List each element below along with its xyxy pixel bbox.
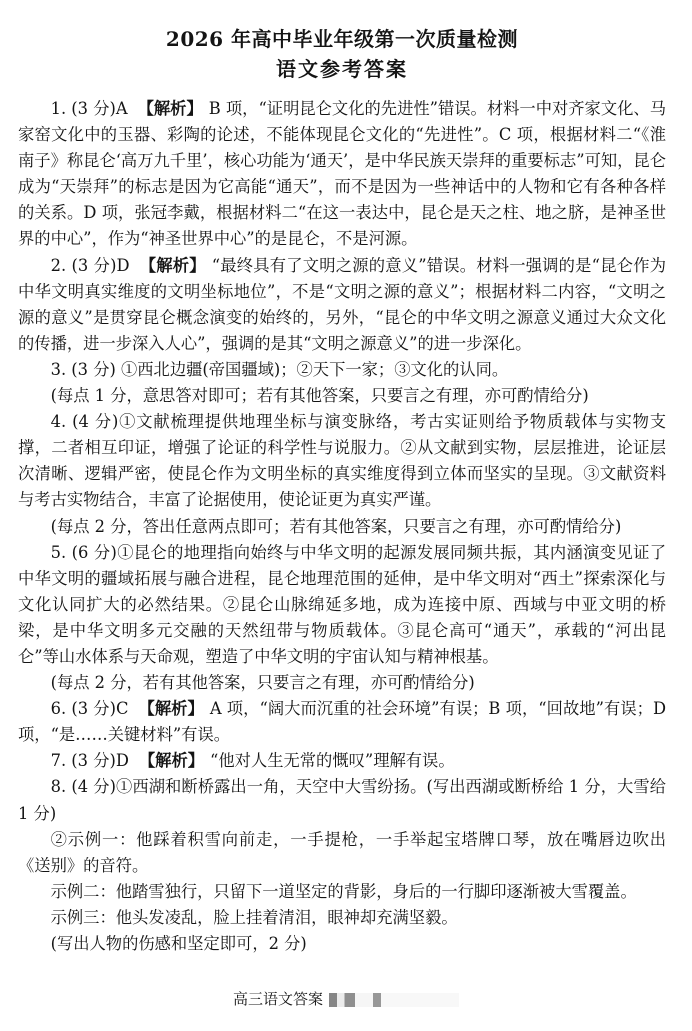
answer-q8-note: (写出人物的伤感和坚定即可，2 分) [50, 934, 307, 953]
answer-q7 [18, 748, 666, 774]
answer-q4-note: (每点 2 分，答出任意两点即可；若有其他答案，只要言之有理，亦可酌情给分) [50, 516, 622, 536]
analysis-tag: 【解析】 [138, 699, 204, 719]
footer-label: 高三语文答案 [232, 990, 323, 1008]
answer-q1 [18, 96, 666, 253]
answer-q3: 3. (3 分) ①西北边疆(帝国疆域)；②天下一家；③文化的认同。 [50, 359, 509, 379]
answer-q8-example-3: 示例三：他头发凌乱，脸上挂着清泪，眼神却充满坚毅。 [50, 907, 458, 927]
answer-head: 6. (3 分)C [50, 699, 129, 719]
page-subtitle: 语文参考答案 [276, 57, 408, 81]
page-title: 2026 年高中毕业年级第一次质量检测 [165, 27, 519, 51]
answer-content [18, 96, 666, 957]
answer-head: 2. (3 分)D [50, 255, 130, 275]
analysis-tag: 【解析】 [139, 255, 206, 275]
answer-text: “他对人生无常的慨叹”理解有误。 [210, 751, 455, 771]
answer-head: 7. (3 分)D [50, 751, 129, 771]
answer-text: A 项，“阔大而沉重的社会环境”有误；B 项，“回故地”有误；D 项，“是……关键材料”有误。 [18, 699, 666, 745]
analysis-tag: 【解析】 [137, 99, 203, 118]
answer-q8-example-2: 示例二：他踏雪独行，只留下一道坚定的背影，身后的一行脚印逐渐被大雪覆盖。 [50, 881, 637, 901]
answer-q5: 5. (6 分)①昆仑的地理指向始终与中华文明的起源发展同频共振，其内涵演变见证了中华文明的疆域拓展与融合进程，昆仑地理范围的延伸，是中华文明对“西土”探索深化与文化认同扩大的必然结果。②昆仑山脉绵延多地，成为连接中原、西域与中亚文明的桥梁，是中华文明多元交融的天然纽带与物质载体。③昆仑高可“通天”，承载的“河出昆仑”等山水体系与天命观，塑造了中华文明的宇宙认知与精神根基。 [18, 542, 666, 666]
answer-q8-example-1: ②示例一：他踩着积雪向前走，一手提枪，一手举起宝塔牌口琴，放在嘴唇边吹出《送别》的音符。 [18, 829, 666, 875]
answer-q4: 4. (4 分)①文献梳理提供地理坐标与演变脉络，考古实证则给予物质载体与实物支撑，二者相互印证，增强了论证的科学性与说服力。②从文献到实物，层层推进，论证层次清晰、逻辑严密，使昆仑作为文明坐标的真实维度得到立体而坚实的呈现。③文献资料与考古实物结合，丰富了论据使用，使论证更为真实严谨。 [18, 412, 666, 510]
answer-text: B 项，“证明昆仑文化的先进性”错误。材料一中对齐家文化、马家窑文化中的玉器、彩陶的论述，不能体现昆仑文化的“先进性”。C 项，根据材料二“《淮南子》称昆仑‘高万九千里’，核心功能为‘通天’，是中华民族天崇拜的重要标志”可知，昆仑成为“天崇拜”的标志是因为它高能“通天”，而不是因为一些神话中的人物和它有各种各样的关系。D 项，张冠李戴，根据材料二“在这一表达中，昆仑是天之柱、地之脐，是神圣世界的中心”，作为“神圣世界中心”的是昆仑，不是河源。 [18, 99, 666, 249]
answer-text: “最终具有了文明之源的意义”错误。材料一强调的是“昆仑作为中华文明真实维度的文明坐标地位”，不是“文明之源的意义”；根据材料二内容，“文明之源的意义”是贯穿昆仑概念演变的始终的，另外，“昆仑的中华文明之源意义通过大众文化的传播，进一步深入人心”，强调的是其“文明之源意义”的进一步深化。 [18, 255, 666, 353]
analysis-tag: 【解析】 [138, 751, 205, 771]
answer-q2 [18, 253, 666, 357]
answer-head: 1. (3 分)A [50, 99, 128, 118]
answer-q8: 8. (4 分)①西湖和断桥露出一角，天空中大雪纷扬。(写出西湖或断桥给 1 分，大雪给 1 分) [18, 777, 666, 823]
answer-q3-note: (每点 1 分，意思答对即可；若有其他答案，只要言之有理，亦可酌情给分) [50, 386, 589, 406]
answer-q6 [18, 696, 666, 748]
answer-q5-note: (每点 2 分，若有其他答案，只要言之有理，亦可酌情给分) [50, 673, 475, 693]
page-footer [0, 988, 692, 1009]
footer-smudge [329, 993, 459, 1007]
